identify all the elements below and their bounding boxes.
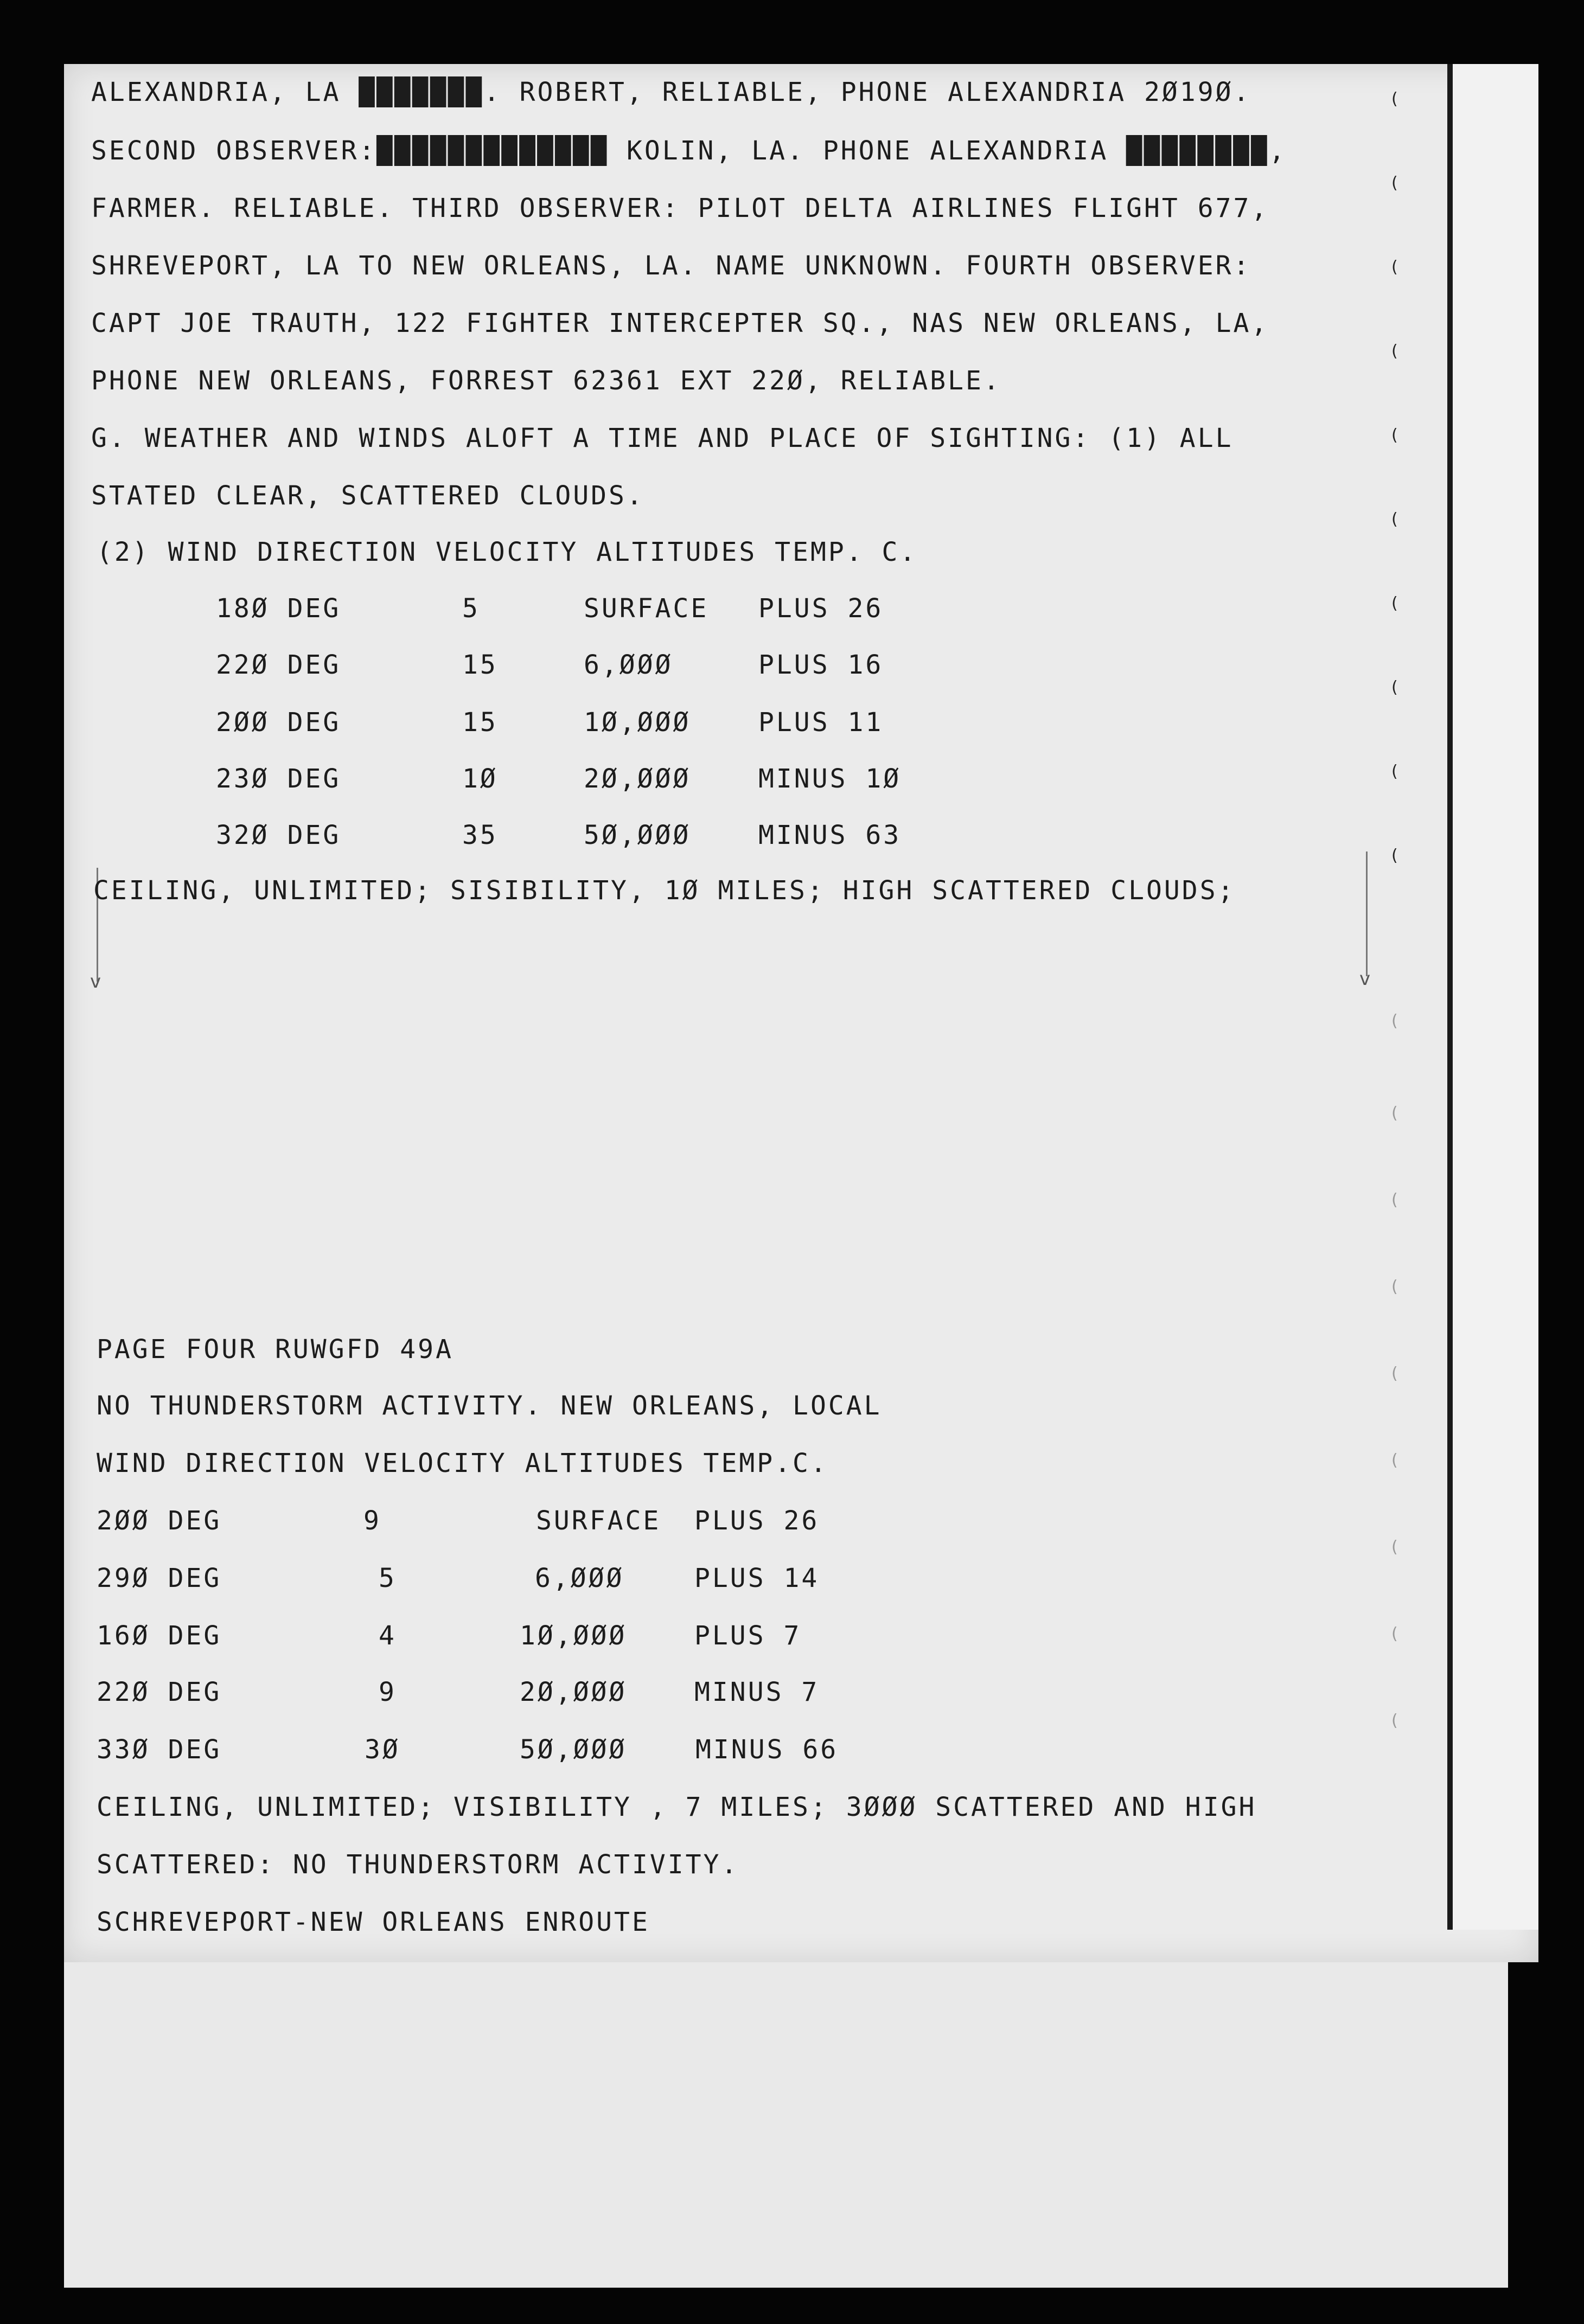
guide-arrow: v (1359, 968, 1371, 990)
text-line-1: ALEXANDRIA, LA ███████. ROBERT, RELIABLE, PHONE ALEXANDRIA 2Ø19Ø. (91, 77, 1251, 107)
text-line-bottom-1: NO THUNDERSTORM ACTIVITY. NEW ORLEANS, LOCAL (97, 1391, 882, 1421)
feed-hole-mark: ( (1391, 678, 1398, 697)
ceiling-line-top: CEILING, UNLIMITED; SISIBILITY, 1Ø MILES; HIGH SCATTERED CLOUDS; (93, 875, 1236, 906)
feed-hole-mark: ( (1391, 1190, 1398, 1209)
wind-direction: 32Ø DEG (216, 820, 341, 850)
text-line-6: PHONE NEW ORLEANS, FORREST 62361 EXT 22Ø, RELIABLE. (91, 366, 1001, 396)
feed-hole-mark: ( (1391, 1277, 1398, 1296)
wind-direction: 22Ø DEG (97, 1677, 222, 1707)
page-margin-strip (1453, 64, 1538, 1930)
wind-temp: MINUS 66 (695, 1734, 839, 1765)
feed-hole-mark: ( (1391, 174, 1398, 193)
feed-hole-mark: ( (1391, 342, 1398, 361)
wind-altitude: 1Ø,ØØØ (520, 1621, 627, 1651)
wind-temp: PLUS 11 (758, 707, 884, 738)
page-edge-line (1447, 64, 1453, 1930)
wind-altitude: SURFACE (584, 593, 709, 624)
guide-mark (1366, 852, 1368, 976)
wind-velocity: 4 (379, 1621, 397, 1651)
wind-direction: 23Ø DEG (216, 764, 341, 794)
wind-temp: PLUS 16 (758, 650, 884, 680)
text-line-5: CAPT JOE TRAUTH, 122 FIGHTER INTERCEPTER SQ., NAS NEW ORLEANS, LA, (91, 308, 1269, 338)
wind-temp: MINUS 1Ø (758, 764, 902, 794)
document-page-lower (64, 1962, 1508, 2288)
text-line-4: SHREVEPORT, LA TO NEW ORLEANS, LA. NAME UNKNOWN. FOURTH OBSERVER: (91, 251, 1251, 281)
text-line-3: FARMER. RELIABLE. THIRD OBSERVER: PILOT DELTA AIRLINES FLIGHT 677, (91, 193, 1269, 223)
feed-hole-mark: ( (1391, 1624, 1398, 1643)
wind-velocity: 15 (462, 707, 498, 738)
wind-temp: PLUS 26 (694, 1506, 820, 1536)
feed-hole-mark: ( (1391, 1538, 1398, 1557)
wind-direction: 2ØØ DEG (97, 1506, 222, 1536)
wind-direction: 22Ø DEG (216, 650, 341, 680)
text-line-7: G. WEATHER AND WINDS ALOFT A TIME AND PLACE OF SIGHTING: (1) ALL (91, 423, 1234, 453)
wind-velocity: 5 (379, 1563, 397, 1593)
wind-direction: 2ØØ DEG (216, 707, 341, 738)
wind-velocity: 9 (379, 1677, 397, 1707)
wind-table-header: (2) WIND DIRECTION VELOCITY ALTITUDES TEMP. C. (97, 537, 918, 567)
wind-velocity: 35 (462, 820, 498, 850)
feed-hole-mark: ( (1391, 762, 1398, 781)
wind-direction: 29Ø DEG (97, 1563, 222, 1593)
feed-hole-mark: ( (1391, 1711, 1398, 1730)
text-line-8: STATED CLEAR, SCATTERED CLOUDS. (91, 481, 644, 511)
feed-hole-mark: ( (1391, 1011, 1398, 1030)
wind-altitude: SURFACE (536, 1506, 661, 1536)
feed-hole-mark: ( (1391, 258, 1398, 277)
wind-table-header-bottom: WIND DIRECTION VELOCITY ALTITUDES TEMP.C. (97, 1448, 828, 1478)
guide-arrow: v (90, 971, 101, 993)
scattered-line: SCATTERED: NO THUNDERSTORM ACTIVITY. (97, 1849, 739, 1880)
feed-hole-mark: ( (1391, 89, 1398, 108)
wind-velocity: 15 (462, 650, 498, 680)
wind-altitude: 2Ø,ØØØ (520, 1677, 627, 1707)
ceiling-line-bottom: CEILING, UNLIMITED; VISIBILITY , 7 MILES; 3ØØØ SCATTERED AND HIGH (97, 1792, 1257, 1822)
wind-direction: 16Ø DEG (97, 1621, 222, 1651)
wind-temp: MINUS 7 (694, 1677, 820, 1707)
feed-hole-mark: ( (1391, 846, 1398, 865)
feed-hole-mark: ( (1391, 426, 1398, 445)
wind-direction: 18Ø DEG (216, 593, 341, 624)
wind-velocity: 5 (462, 593, 480, 624)
wind-altitude: 5Ø,ØØØ (520, 1734, 627, 1765)
wind-temp: PLUS 7 (694, 1621, 802, 1651)
feed-hole-column (1391, 76, 1419, 1811)
wind-velocity: 3Ø (365, 1734, 400, 1765)
feed-hole-mark: ( (1391, 510, 1398, 529)
wind-altitude: 2Ø,ØØØ (584, 764, 691, 794)
wind-velocity: 1Ø (462, 764, 498, 794)
feed-hole-mark: ( (1391, 1104, 1398, 1123)
feed-hole-mark: ( (1391, 1451, 1398, 1470)
text-line-2: SECOND OBSERVER:█████████████ KOLIN, LA. PHONE ALEXANDRIA ████████, (91, 136, 1287, 166)
wind-altitude: 6,ØØØ (535, 1563, 624, 1593)
page-header: PAGE FOUR RUWGFD 49A (97, 1334, 454, 1365)
feed-hole-mark: ( (1391, 1364, 1398, 1383)
enroute-line: SCHREVEPORT-NEW ORLEANS ENROUTE (97, 1907, 650, 1937)
wind-altitude: 1Ø,ØØØ (584, 707, 691, 738)
feed-hole-mark: ( (1391, 594, 1398, 613)
wind-temp: MINUS 63 (758, 820, 902, 850)
wind-altitude: 5Ø,ØØØ (584, 820, 691, 850)
wind-direction: 33Ø DEG (97, 1734, 222, 1765)
wind-temp: PLUS 14 (694, 1563, 820, 1593)
wind-temp: PLUS 26 (758, 593, 884, 624)
wind-altitude: 6,ØØØ (584, 650, 673, 680)
wind-velocity: 9 (363, 1506, 381, 1536)
